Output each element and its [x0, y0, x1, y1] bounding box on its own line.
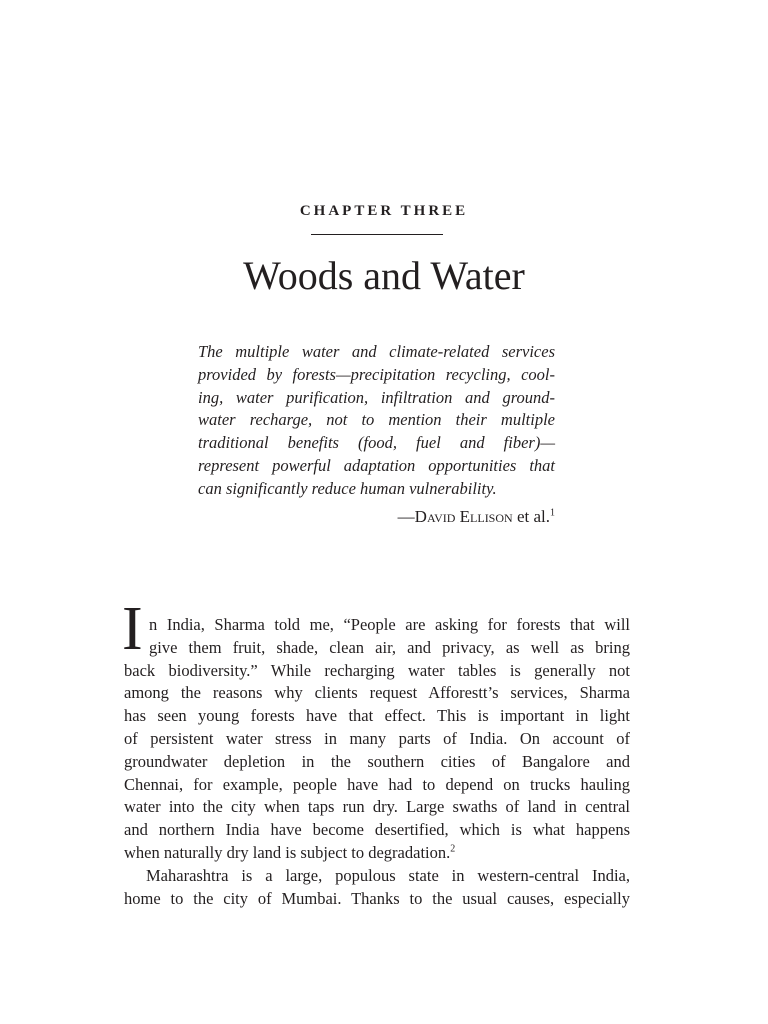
body-line: has seen young forests have that effect. This is important in light: [124, 706, 630, 726]
chapter-title: Woods and Water: [243, 253, 525, 298]
footnote-marker[interactable]: 2: [450, 843, 456, 855]
body-line: of persistent water stress in many parts of India. On account of: [124, 728, 630, 748]
attribution-dash: —: [397, 507, 415, 526]
attribution-author: David Ellison: [414, 507, 513, 526]
body-line: back biodiversity.” While recharging water tables is generally not: [124, 660, 630, 680]
chapter-rule: [311, 234, 443, 235]
drop-cap: I: [122, 595, 143, 663]
epigraph-line: traditional benefits (food, fuel and fiber)—: [198, 433, 555, 453]
body-line: Maharashtra is a large, populous state in western-central India,: [146, 865, 630, 885]
body-line: Chennai, for example, people have had to depend on trucks hauling: [124, 774, 630, 794]
body-line: home to the city of Mumbai. Thanks to the usual causes, especially: [124, 888, 630, 908]
epigraph-line: represent powerful adaptation opportunities that: [198, 455, 555, 475]
body-line: [124, 842, 630, 865]
epigraph-line: water recharge, not to mention their multiple: [198, 410, 555, 430]
epigraph-line: can significantly reduce human vulnerability.: [198, 478, 497, 498]
chapter-label: CHAPTER THREE: [299, 203, 469, 219]
epigraph: [198, 341, 555, 501]
epigraph-line: provided by forests—precipitation recycling, cool-: [198, 364, 555, 384]
body-line: give them fruit, shade, clean air, and privacy, as well as bring: [149, 637, 630, 657]
attribution-suffix: et al.: [512, 507, 550, 526]
epigraph-line: The multiple water and climate-related services: [198, 342, 555, 361]
footnote-marker[interactable]: 1: [550, 507, 555, 519]
body-line: and northern India have become desertified, which is what happens: [124, 820, 630, 840]
body-line: water into the city when taps run dry. Large swaths of land in central: [124, 797, 630, 817]
body-line: among the reasons why clients request Afforestt’s services, Sharma: [124, 683, 630, 703]
body-line-text: when naturally dry land is subject to degradation.: [124, 842, 451, 862]
body-line: groundwater depletion in the southern cities of Bangalore and: [124, 751, 630, 771]
epigraph-attribution: [198, 506, 555, 528]
body-text: [124, 614, 630, 910]
body-line: n India, Sharma told me, “People are asking for forests that will: [149, 615, 630, 634]
epigraph-line: ing, water purification, infiltration and ground-: [198, 387, 555, 407]
